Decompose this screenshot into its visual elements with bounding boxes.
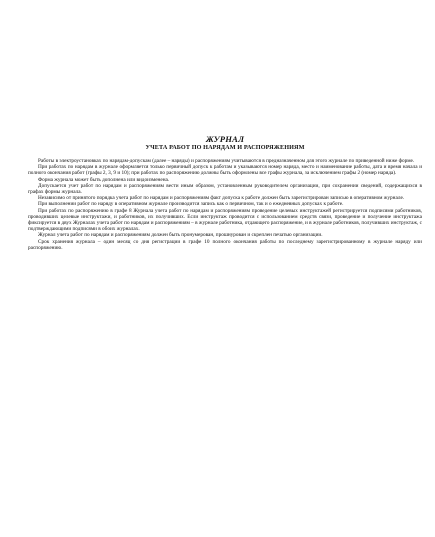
- paragraph-6: При выполнении работ по наряду в оперативном журнале производится запись как о первичном, так и о ежедневных допусках к работе.: [38, 201, 344, 208]
- paragraph-7: При работах по распоряжению в графе 8 Журнала учета работ по нарядам и распоряжениям проведение целевых инструктажей регистрируется подписями работников, проводивших целевые инструктажи, и работников, их получивших. Если инструктаж проводится с использованием средств связи, проведение и получение инструктажа фиксируется в двух Журналах учета работ по нарядам и распоряжениям – в журнале работника, отдающего распоряжение, и в журнале работников, получивших инструктаж, с подтверждающими подписями в обоих журналах.: [28, 207, 422, 233]
- paragraph-9: Срок хранения журнала – один месяц со дня регистрации в графе 10 полного окончания работы по последнему зарегистрированному в журнале наряду или распоряжению.: [28, 238, 422, 251]
- paragraph-3: Форма журнала может быть дополнена или видоизменена.: [38, 176, 170, 183]
- paragraph-8: Журнал учета работ по нарядам и распоряжениям должен быть пронумерован, прошнурован и скреплен печатью организации.: [38, 232, 323, 239]
- paragraph-1: Работы в электроустановках по нарядам-допускам (далее – наряды) и распоряжениям учитываются в предназначенном для этого журнале по приведенной ниже форме.: [38, 158, 415, 164]
- paragraph-2: При работах по нарядам в журнале оформляется только первичный допуск к работам и указываются номер наряда, место и наименование работы, дата и время начала и полного окончания работ (графы 2, 3, 9 и 10); при работах по распоряжению должны быть оформлены все графы журнала, за исключением графы 2 (номер наряда).: [28, 164, 422, 177]
- document-subtitle: УЧЕТА РАБОТ ПО НАРЯДАМ И РАСПОРЯЖЕНИЯМ: [145, 144, 305, 151]
- journal-document: [28, 134, 422, 251]
- document-title: ЖУРНАЛ: [205, 134, 245, 144]
- paragraph-4: Допускается учет работ по нарядам и распоряжениям вести иным образом, установленным руководителем организации, при сохранении сведений, содержащихся в графах формы журнала.: [28, 182, 422, 196]
- paragraph-5: Независимо от принятого порядка учета работ по нарядам и распоряжениям факт допуска к работе должен быть зарегистрирован записью в оперативном журнале.: [38, 195, 405, 202]
